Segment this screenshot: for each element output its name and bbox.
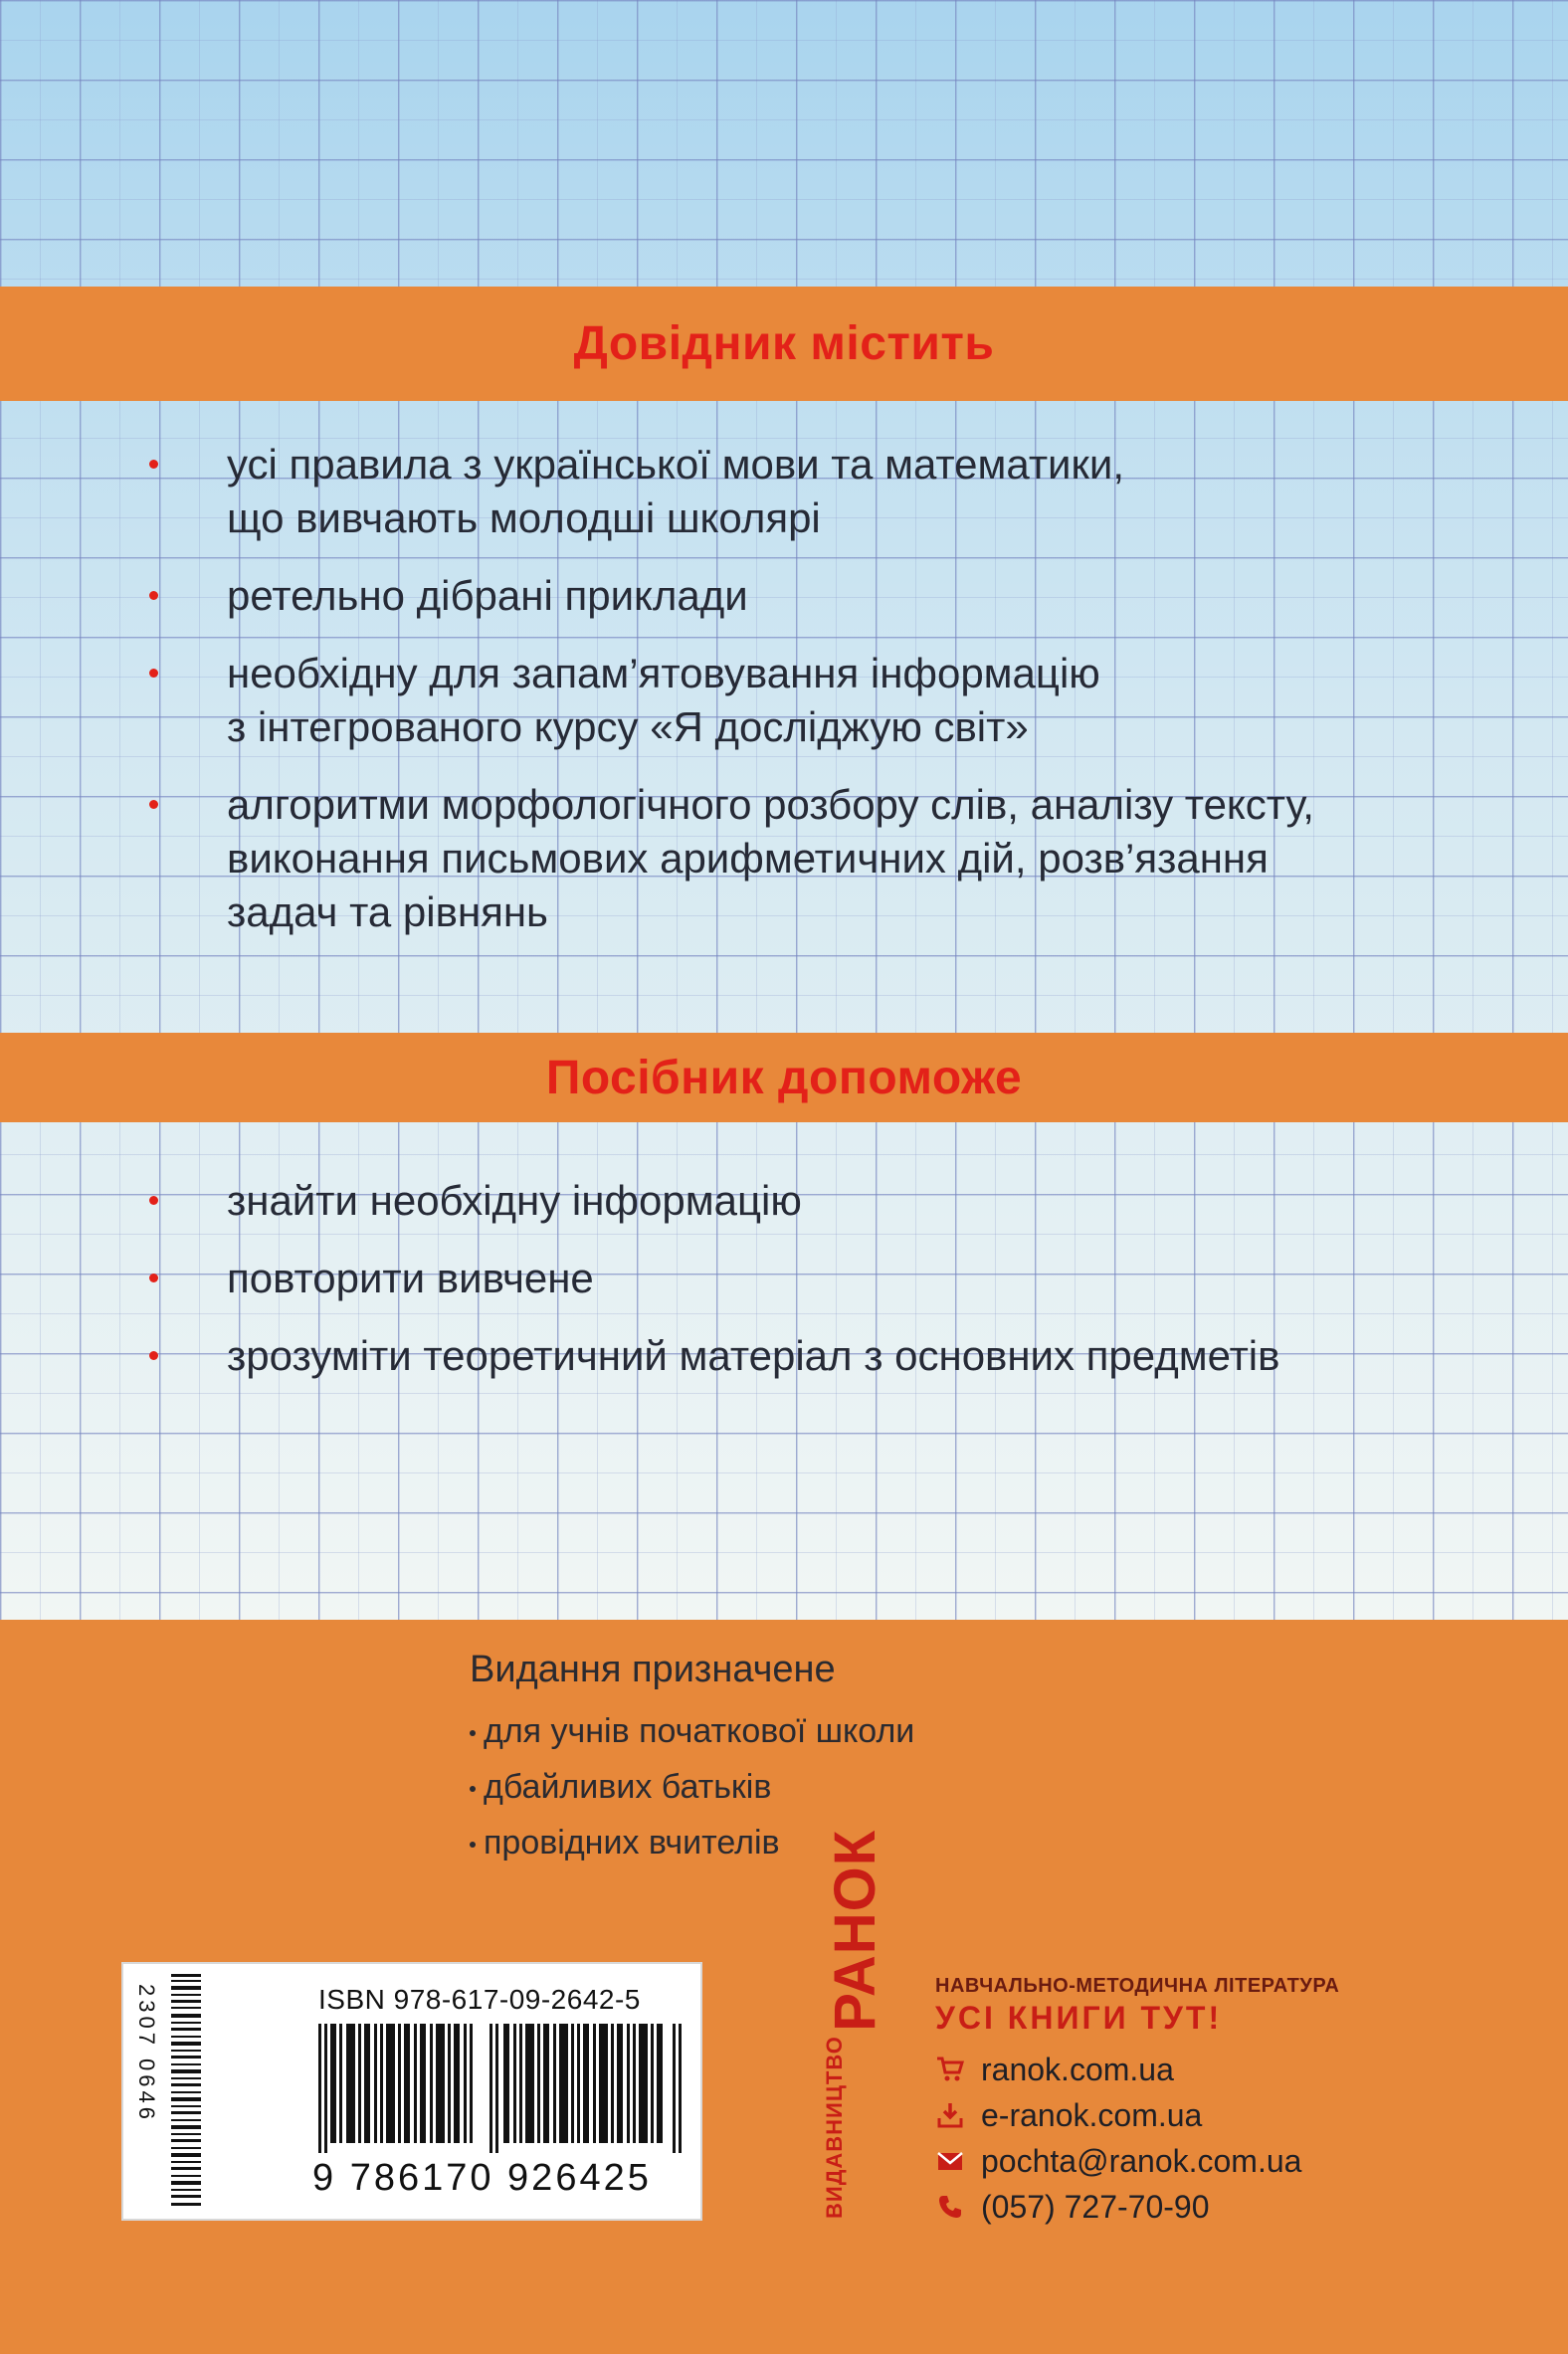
publisher-logo [822,1829,901,2219]
cart-icon [935,2055,965,2084]
list-item: зрозуміти теоретичний матеріал з основних предметів [0,1329,1568,1383]
contains-title: Довідник містить [573,317,995,370]
barcode-icon [318,2024,686,2153]
audience-item: для учнів початкової школи [470,1703,914,1759]
publisher-info [935,1975,1339,2230]
list-item: повторити вивчене [0,1252,1568,1305]
side-barcode-icon [171,1974,201,2213]
bullet-icon [149,591,158,600]
contact-phone [935,2184,1339,2230]
barcode [121,1962,702,2221]
contact-text: e-ranok.com.ua [981,2097,1203,2133]
list-item: алгоритми морфологічного розбору слів, аналізу тексту, виконання письмових арифметичних дій, розв’язання задач та рівнянь [0,778,1568,939]
download-icon [935,2100,965,2130]
audience-item: дбайливих батьків [470,1759,914,1815]
isbn-text: ISBN 978-617-09-2642-5 [318,1984,641,2015]
contains-band [0,287,1568,401]
helps-list [0,1174,1568,1407]
barcode-digits: 9 786170 926425 [312,2157,652,2199]
contact-email [935,2138,1339,2184]
side-code: 2307 0646 [134,1984,159,2123]
contact-text: pochta@ranok.com.ua [981,2143,1302,2179]
bullet-icon [149,669,158,678]
list-item: ретельно дібрані приклади [0,569,1568,623]
audience-item: провідних вчителів [470,1815,914,1870]
list-item: необхідну для запам’ятовування інформацію з інтегрованого курсу «Я досліджую світ» [0,647,1568,754]
logo-name: РАНОК [823,1829,887,2032]
contact-website [935,2047,1339,2092]
contains-list [0,438,1568,963]
logo-small-text: ВИДАВНИЦТВО [822,2036,847,2219]
helps-band [0,1033,1568,1122]
publisher-slogan: УСІ КНИГИ ТУТ! [935,2000,1223,2036]
bullet-icon [149,800,158,809]
contact-text: (057) 727-70-90 [981,2189,1210,2225]
list-item: знайти необхідну інформацію [0,1174,1568,1228]
publisher-subtitle: НАВЧАЛЬНО-МЕТОДИЧНА ЛІТЕРАТУРА [935,1975,1340,1997]
bullet-icon [149,1351,158,1360]
envelope-icon [935,2146,965,2176]
bullet-icon [149,460,158,469]
bullet-icon [149,1196,158,1205]
list-item: усі правила з української мови та математики, що вивчають молодші школярі [0,438,1568,545]
bullet-icon [149,1274,158,1282]
intended-title: Видання призначене [470,1649,836,1690]
contact-eshop [935,2092,1339,2138]
phone-icon [935,2192,965,2222]
helps-title: Посібник допоможе [545,1051,1023,1104]
contact-text: ranok.com.ua [981,2052,1174,2087]
